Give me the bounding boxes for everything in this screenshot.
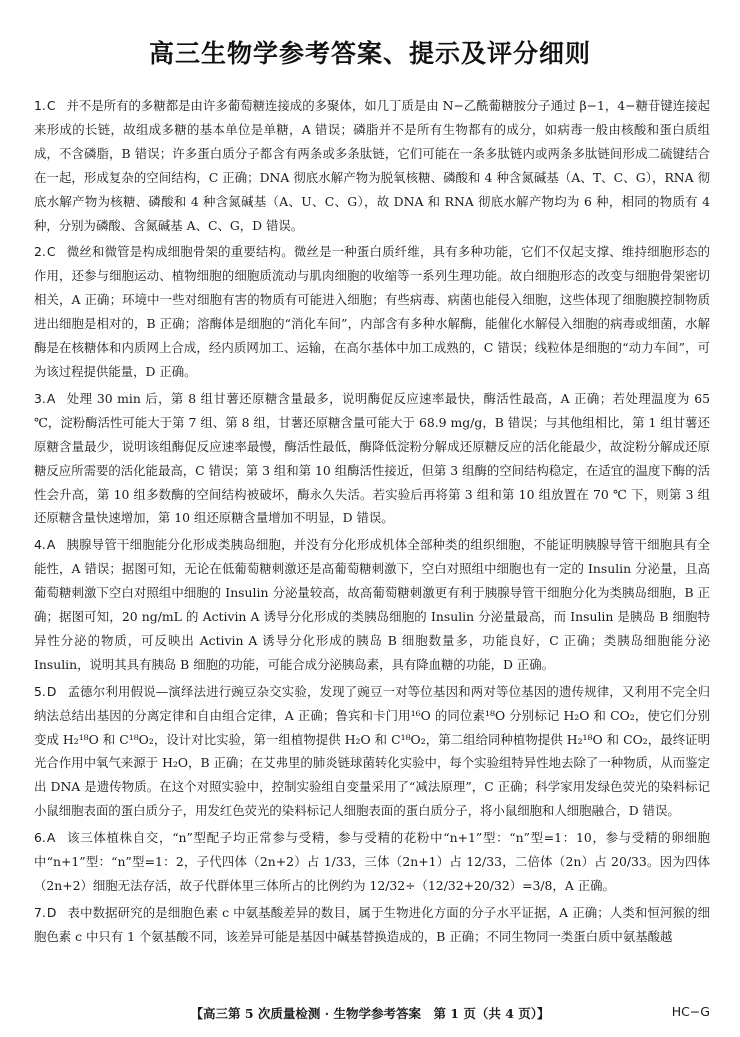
- item-answer: C: [46, 244, 56, 260]
- answer-item-1: [34, 94, 710, 237]
- footer-code: HC−G: [671, 1004, 710, 1019]
- page-title: 高三生物学参考答案、提示及评分细则: [148, 39, 591, 68]
- item-explanation: 微丝和微管是构成细胞骨架的重要结构。微丝是一种蛋白质纤维，具有多种功能，它们不仅起支撑、维持细胞形态的作用，还参与细胞运动、植物细胞的细胞质流动与肌肉细胞的收缩等一系列生理功能。故白细胞形态的改变与细胞骨架密切相关，A 正确；环境中一些对细胞有害的物质有可能进入细胞；有些病毒、病菌也能侵入细胞，这些体现了细胞膜控制物质进出细胞是相对的，B 正确；溶酶体是细胞的“消化车间”，内部含有多种水解酶，能催化水解侵入细胞的病毒或细菌，水解酶是在核糖体和内质网上合成，经内质网加工、运输，在高尔基体中加工成熟的，C 错误；线粒体是细胞的“动力车间”，可为该过程提供能量，D 正确。: [34, 244, 710, 379]
- item-number: 5.: [34, 683, 46, 699]
- item-answer: C: [46, 98, 56, 113]
- answer-item-7: [34, 901, 710, 949]
- footer-page-info: 【高三第 5 次质量检测 · 生物学参考答案 第 1 页（共 4 页）】: [190, 1006, 550, 1021]
- item-answer: D: [46, 683, 57, 699]
- answer-item-3: [34, 387, 710, 530]
- item-number: 1.: [34, 98, 46, 113]
- answer-item-2: [34, 240, 710, 383]
- item-number: 6.: [34, 830, 46, 846]
- answer-item-4: [34, 533, 710, 676]
- item-answer: A: [46, 830, 56, 846]
- item-explanation: 胰腺导管干细胞能分化形成类胰岛细胞，并没有分化形成机体全部种类的组织细胞，不能证明胰腺导管干细胞具有全能性，A 错误；据图可知，无论在低葡萄糖刺激还是高葡萄糖刺激下，空白对照组中细胞也有一定的 Insulin 分泌量，且高葡萄糖刺激下空白对照组中细胞的 Insulin 分泌量较高，故高葡萄糖刺激更有利于胰腺导管干细胞分化为类胰岛细胞，B 正确；据图可知，20 ng/mL 的 Activin A 诱导分化形成的类胰岛细胞的 Insulin 分泌量最高，而 Insulin 是胰岛 B 细胞特异性分泌的物质，可反映出 Activin A 诱导分化形成的胰岛 B 细胞数量多，功能良好，C 正确；类胰岛细胞能分泌 Insulin，说明其具有胰岛 B 细胞的功能，可能合成分泌胰岛素，具有降血糖的功能，D 正确。: [34, 537, 710, 672]
- item-number: 2.: [34, 244, 46, 260]
- item-number: 4.: [34, 537, 46, 553]
- item-answer: A: [46, 390, 56, 406]
- page-footer: [0, 1004, 740, 1026]
- item-number: 7.: [34, 904, 46, 920]
- item-answer: A: [46, 537, 56, 553]
- item-answer: D: [46, 904, 57, 920]
- item-number: 3.: [34, 390, 46, 406]
- item-explanation: 孟德尔利用假说—演绎法进行豌豆杂交实验，发现了豌豆一对等位基因和两对等位基因的遗传规律，又利用不完全归纳法总结出基因的分离定律和自由组合定律，A 正确；鲁宾和卡门用¹⁶O 的同位素¹⁸O 分别标记 H₂O 和 CO₂，使它们分别变成 H₂¹⁸O 和 C¹⁸O₂，设计对比实验，第一组植物提供 H₂O 和 C¹⁸O₂，第二组给同种植物提供 H₂¹⁸O 和 CO₂，最终证明光合作用中氧气来源于 H₂O，B 正确；在艾弗里的肺炎链球菌转化实验中，每个实验组特异性地去除了一种物质，从而鉴定出 DNA 是遗传物质。在这个对照实验中，控制实验组自变量采用了“减法原理”，C 正确；科学家用发绿色荧光的染料标记小鼠细胞表面的蛋白质分子，用发红色荧光的染料标记人细胞表面的蛋白质分子，将小鼠细胞和人细胞融合，D 错误。: [34, 683, 710, 819]
- answer-list: [34, 94, 710, 952]
- item-explanation: 并不是所有的多糖都是由许多葡萄糖连接成的多聚体，如几丁质是由 N−乙酰葡糖胺分子通过 β−1，4−糖苷键连接起来形成的长链，故组成多糖的基本单位是单糖，A 错误；磷脂并不是所有生物都有的成分，如病毒一般由核酸和蛋白质组成，不含磷脂，B 错误；许多蛋白质分子都含有两条或多条肽链，它们可能在一条多肽链内或两条多肽链间形成二硫键结合在一起，形成复杂的空间结构，C 正确；DNA 彻底水解产物为脱氧核糖、磷酸和 4 种含氮碱基（A、T、C、G），RNA 彻底水解产物为核糖、磷酸和 4 种含氮碱基（A、U、C、G），故 DNA 和 RNA 彻底水解产物均为 6 种，相同的物质有 4 种，分别为磷酸、含氮碱基 A、C、G，D 错误。: [34, 98, 710, 233]
- answer-item-6: [34, 826, 710, 898]
- answer-item-5: [34, 680, 710, 823]
- item-explanation: 表中数据研究的是细胞色素 c 中氨基酸差异的数目，属于生物进化方面的分子水平证据，A 正确；人类和恒河猴的细胞色素 c 中只有 1 个氨基酸不同，该差异可能是基因中碱基替换造成的，B 正确；不同生物同一类蛋白质中氨基酸越: [34, 904, 710, 944]
- item-explanation: 处理 30 min 后，第 8 组甘薯还原糖含量最多，说明酶促反应速率最快，酶活性最高，A 正确；若处理温度为 65 ℃，淀粉酶活性可能大于第 7 组、第 8 组，甘薯还原糖含量可能大于 68.9 mg/g，B 错误；与其他组相比，第 1 组甘薯还原糖含量最少，说明该组酶促反应速率最慢，酶活性最低，酶降低淀粉分解成还原糖反应的活化能最少，故淀粉分解成还原糖反应所需要的活化能最高，C 错误；第 3 组和第 10 组酶活性接近，但第 3 组酶的空间结构稳定，在适宜的温度下酶的活性会升高，第 10 组多数酶的空间结构被破坏，酶永久失活。若实验后再将第 3 组和第 10 组放置在 70 ℃ 下，则第 3 组还原糖含量快速增加，第 10 组还原糖含量增加不明显，D 错误。: [34, 390, 710, 526]
- item-explanation: 该三体植株自交，“n”型配子均正常参与受精，参与受精的花粉中“n+1”型：“n”型=1：10，参与受精的卵细胞中“n+1”型：“n”型=1：2，子代四体（2n+2）占 1/33，三体（2n+1）占 12/33，二倍体（2n）占 20/33。因为四体（2n+2）细胞无法存活，故子代群体里三体所占的比例约为 12/32÷（12/32+20/32）=3/8，A 正确。: [34, 830, 710, 893]
